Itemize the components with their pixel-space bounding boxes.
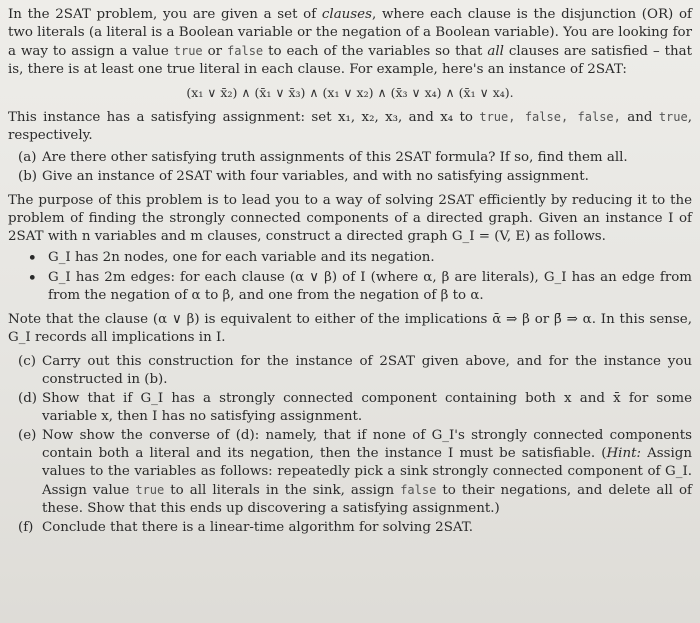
bullet-nodes bbox=[28, 249, 692, 267]
bullet-nodes-text: G_I has 2n nodes, one for each variable and its negation. bbox=[48, 250, 435, 265]
question-c bbox=[18, 353, 692, 389]
question-c-label: (c) bbox=[18, 354, 36, 369]
intro-clauses-emph: clauses bbox=[321, 7, 372, 22]
qe-false-code: false bbox=[400, 483, 437, 497]
qe-text-2: Assign values to the variables as follows: repeatedly pick a sink strongly connected component of G_I. Assign value bbox=[42, 446, 692, 498]
bullet-dot-icon: • bbox=[28, 250, 37, 266]
question-b-label: (b) bbox=[18, 169, 38, 184]
assignment-paragraph bbox=[8, 108, 692, 145]
intro-text-1: In the 2SAT problem, you are given a set of bbox=[8, 7, 322, 22]
purpose-paragraph: The purpose of this problem is to lead you to a way of solving 2SAT efficiently by reducing it to the problem of finding the strongly connected components of a directed graph. Given an instance I of 2SAT with n variables and m clauses, construct a directed graph G_I = (V, E) as follows. bbox=[8, 193, 692, 244]
intro-text-4: to each of the variables so that bbox=[263, 44, 488, 59]
bullet-edges bbox=[28, 269, 692, 305]
intro-paragraph bbox=[8, 6, 692, 79]
intro-text-3: or bbox=[202, 44, 228, 59]
question-e-label: (e) bbox=[18, 428, 37, 443]
qe-hint-emph: Hint: bbox=[606, 446, 641, 461]
intro-true-code: true bbox=[173, 44, 203, 58]
qe-true-code: true bbox=[135, 483, 165, 497]
questions-cf bbox=[18, 353, 692, 537]
qe-text-4: to their negations, and delete all of these. Show that this ends up discovering a satisfying assignment.) bbox=[42, 483, 692, 516]
assign-values-2: true bbox=[658, 110, 688, 124]
assign-text-2: and bbox=[620, 110, 659, 125]
bullet-edges-text: G_I has 2m edges: for each clause (α ∨ β) of I (where α, β are literals), G_I has an edge from from the negation of α to β, and one from the negation of β to α. bbox=[48, 270, 692, 303]
question-a bbox=[18, 149, 692, 167]
question-f-label: (f) bbox=[18, 520, 34, 535]
qe-text-1: Now show the converse of (d): namely, that if none of G_I's strongly connected components contain both a literal and its negation, then the instance I must be satisfiable. ( bbox=[42, 428, 692, 461]
question-e bbox=[18, 427, 692, 518]
qe-text-3: to all literals in the sink, assign bbox=[164, 483, 401, 498]
graph-construction-list bbox=[8, 249, 692, 305]
intro-false-code: false bbox=[227, 44, 264, 58]
question-b-text: Give an instance of 2SAT with four variables, and with no satisfying assignment. bbox=[42, 169, 589, 184]
bullet-dot-icon: • bbox=[28, 270, 37, 286]
question-a-label: (a) bbox=[18, 150, 37, 165]
assign-values-1: true, false, false, bbox=[479, 110, 621, 124]
assign-text-1: This instance has a satisfying assignment: set x₁, x₂, x₃, and x₄ to bbox=[8, 110, 480, 125]
question-f-text: Conclude that there is a linear-time algorithm for solving 2SAT. bbox=[42, 520, 474, 535]
question-d-label: (d) bbox=[18, 391, 38, 406]
intro-text-2: , where each clause is the disjunction (OR) of two literals (a literal is a Boolean variable or the negation of a Boolean variable). You are looking for a way to assign a value bbox=[8, 7, 693, 59]
question-b bbox=[18, 168, 692, 186]
question-a-text: Are there other satisfying truth assignments of this 2SAT formula? If so, find them all. bbox=[42, 150, 628, 165]
example-formula: (x₁ ∨ x̄₂) ∧ (x̄₁ ∨ x̄₃) ∧ (x₁ ∨ x₂) ∧ (x̄₃ ∨ x₄) ∧ (x̄₁ ∨ x₄). bbox=[186, 85, 514, 100]
assign-text-3: , respectively. bbox=[8, 110, 692, 143]
intro-all-emph: all bbox=[487, 44, 504, 59]
question-d-text: Show that if G_I has a strongly connected component containing both x and x̄ for some variable x, then I has no satisfying assignment. bbox=[42, 391, 692, 424]
question-f bbox=[18, 519, 692, 537]
note-paragraph: Note that the clause (α ∨ β) is equivalent to either of the implications ᾱ ⇒ β or β̄ ⇒ α. In this sense, G_I records all implications in I. bbox=[8, 312, 692, 345]
questions-ab bbox=[18, 149, 692, 186]
question-c-text: Carry out this construction for the instance of 2SAT given above, and for the instance you constructed in (b). bbox=[42, 354, 692, 387]
question-e-text bbox=[42, 427, 692, 518]
intro-text-5: clauses are satisfied – that is, there is at least one true literal in each clause. For example, here's an instance of 2SAT: bbox=[8, 44, 692, 77]
question-d bbox=[18, 390, 692, 426]
